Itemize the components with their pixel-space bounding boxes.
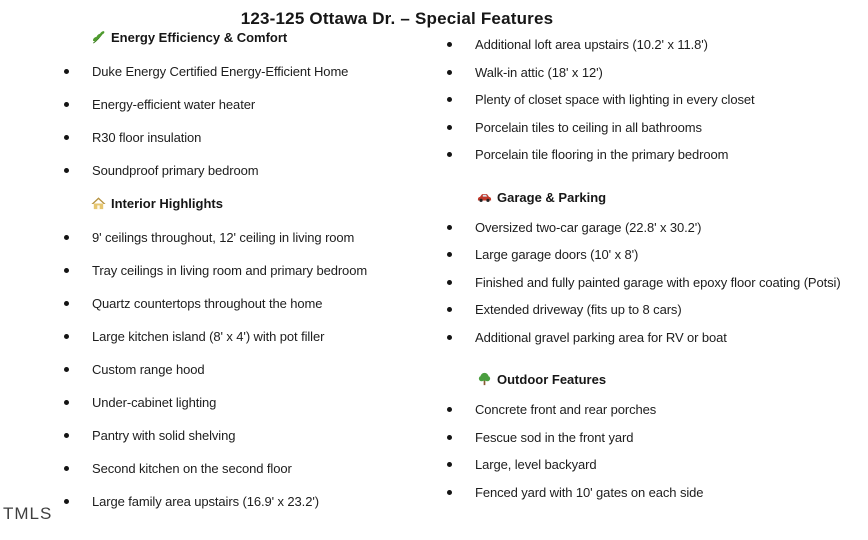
list-item-text: 9' ceilings throughout, 12' ceiling in living room (92, 230, 355, 245)
section-block (62, 196, 437, 527)
list-item (62, 263, 437, 278)
list-item (62, 97, 437, 112)
column-right (445, 37, 865, 512)
list-item (445, 220, 865, 235)
list-item-text: Extended driveway (fits up to 8 cars) (475, 302, 682, 317)
list-item (445, 120, 865, 135)
list-item-text: Plenty of closet space with lighting in every closet (475, 92, 755, 107)
list-item-text: Second kitchen on the second floor (92, 461, 292, 476)
section-header (445, 190, 865, 205)
list-item-text: Energy-efficient water heater (92, 97, 256, 112)
list-item (62, 130, 437, 145)
list-item (445, 65, 865, 80)
list-item-text: Quartz countertops throughout the home (92, 296, 323, 311)
bullet-icon (64, 301, 69, 306)
list-item-text: Finished and fully painted garage with epoxy floor coating (Potsi) (475, 274, 841, 290)
list-item-text: Fescue sod in the front yard (475, 429, 634, 445)
list-item-text: Porcelain tile flooring in the primary bedroom (475, 147, 729, 162)
section-block (445, 37, 865, 175)
list-item (445, 430, 865, 445)
list-item-text: Additional gravel parking area for RV or boat (475, 329, 727, 345)
list-item-text: Tray ceilings in living room and primary bedroom (92, 263, 368, 278)
bullet-icon (447, 490, 452, 495)
car-icon (477, 190, 492, 205)
list-item (62, 329, 437, 344)
list-item (445, 92, 865, 107)
list-item-text: Additional loft area upstairs (10.2' x 11.8') (475, 37, 708, 52)
tree-icon (477, 372, 492, 387)
list-item-text: Soundproof primary bedroom (92, 163, 259, 178)
column-left (62, 30, 437, 527)
bullet-icon (64, 235, 69, 240)
list-item (445, 302, 865, 317)
section-title: Energy Efficiency & Comfort (111, 30, 288, 45)
bullet-icon (64, 102, 69, 107)
herb-icon (91, 30, 106, 45)
bullet-icon (447, 335, 452, 340)
bullet-icon (64, 168, 69, 173)
bullet-icon (64, 433, 69, 438)
list-item-text: Custom range hood (92, 362, 205, 377)
bullet-icon (64, 400, 69, 405)
section-header (445, 372, 865, 387)
page-title: 123-125 Ottawa Dr. – Special Features (240, 9, 554, 28)
list-item-text: Large kitchen island (8' x 4') with pot filler (92, 329, 325, 344)
section-header (62, 30, 437, 45)
section-block (445, 175, 865, 358)
section-block (445, 357, 865, 512)
bullet-icon (64, 466, 69, 471)
section-title: Garage & Parking (497, 189, 607, 205)
list-item (445, 485, 865, 500)
list-item (62, 362, 437, 377)
section-title: Interior Highlights (111, 196, 223, 211)
list-item-text: Oversized two-car garage (22.8' x 30.2') (475, 219, 702, 235)
list-item (445, 247, 865, 262)
list-item (62, 428, 437, 443)
list-item (445, 330, 865, 345)
bullet-icon (64, 367, 69, 372)
bullet-icon (447, 435, 452, 440)
bullet-icon (447, 70, 452, 75)
bullet-icon (447, 152, 452, 157)
list-item (62, 230, 437, 245)
bullet-icon (447, 462, 452, 467)
list-item-text: Large family area upstairs (16.9' x 23.2') (92, 494, 319, 509)
list-item (62, 395, 437, 410)
bullet-icon (447, 125, 452, 130)
list-item (445, 147, 865, 162)
house-icon (91, 196, 106, 211)
bullet-icon (447, 225, 452, 230)
section-title: Outdoor Features (497, 372, 607, 387)
section-header (62, 196, 437, 211)
bullet-icon (447, 280, 452, 285)
list-item-text: Duke Energy Certified Energy-Efficient Home (92, 64, 349, 79)
list-item-text: Under-cabinet lighting (92, 395, 217, 410)
list-item (445, 457, 865, 472)
list-item-text: Pantry with solid shelving (92, 428, 236, 443)
bullet-icon (64, 69, 69, 74)
list-item (62, 296, 437, 311)
bullet-icon (447, 252, 452, 257)
list-item (62, 163, 437, 178)
list-item-text: Fenced yard with 10' gates on each side (475, 484, 704, 500)
bullet-icon (447, 307, 452, 312)
bullet-icon (447, 407, 452, 412)
bullet-icon (64, 499, 69, 504)
list-item-text: Large, level backyard (475, 457, 597, 472)
section-block (62, 30, 437, 196)
list-item-text: R30 floor insulation (92, 130, 202, 145)
list-item (62, 494, 437, 509)
bullet-icon (64, 135, 69, 140)
list-item-text: Concrete front and rear porches (475, 402, 657, 417)
list-item (445, 37, 865, 52)
list-item-text: Walk-in attic (18' x 12') (475, 64, 603, 80)
tmls-watermark: TMLS (3, 504, 53, 523)
bullet-icon (447, 42, 452, 47)
list-item (445, 275, 865, 290)
list-item (62, 64, 437, 79)
list-item (445, 402, 865, 417)
bullet-icon (64, 334, 69, 339)
bullet-icon (447, 97, 452, 102)
list-item-text: Porcelain tiles to ceiling in all bathrooms (475, 119, 702, 135)
list-item (62, 461, 437, 476)
list-item-text: Large garage doors (10' x 8') (475, 247, 639, 262)
bullet-icon (64, 268, 69, 273)
